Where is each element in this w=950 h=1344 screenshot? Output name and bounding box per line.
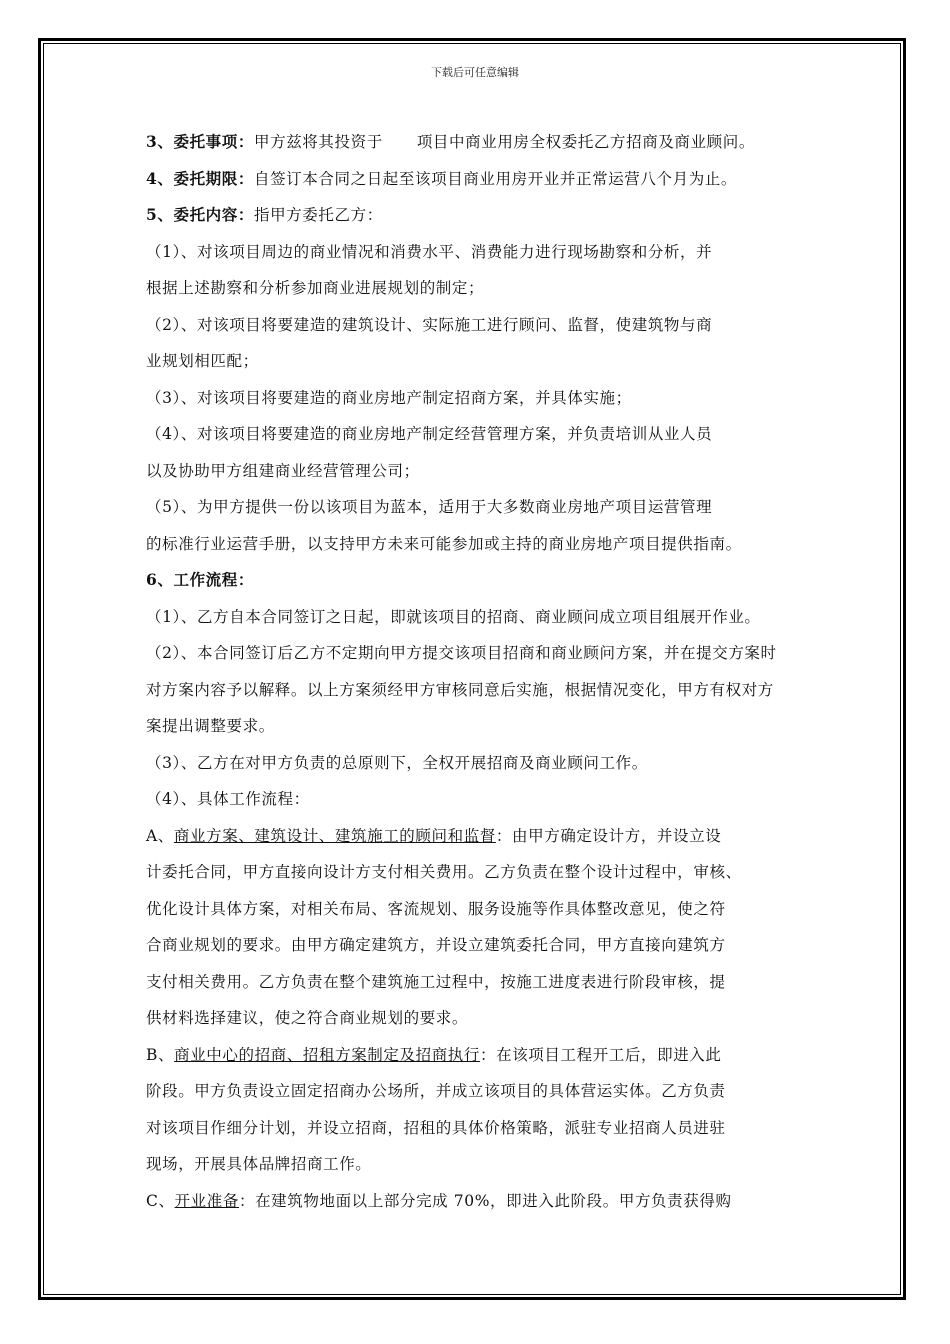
clause-5-item-5-line-2: 的标准行业运营手册，以支持甲方未来可能参加或主持的商业房地产项目提供指南。	[146, 534, 742, 553]
step-a-line-6: 供材料选择建议，使之符合商业规划的要求。	[146, 1009, 469, 1027]
step-b-line-4: 现场，开展具体品牌招商工作。	[146, 1155, 372, 1173]
step-b-line-2: 阶段。甲方负责设立固定招商办公场所，并成立该项目的具体营运实体。乙方负责	[146, 1082, 726, 1100]
step-a-line-5: 支付相关费用。乙方负责在整个建筑施工过程中，按施工进度表进行阶段审核，提	[146, 972, 726, 991]
clause-5-item-4-line-2: 以及协助甲方组建商业经营管理公司；	[146, 461, 420, 480]
step-a-line-1	[146, 818, 814, 855]
clause-5-item-1-line-2: 根据上述勘察和分析参加商业进展规划的制定；	[146, 279, 485, 297]
step-a-line-3: 优化设计具体方案，对相关布局、客流规划、服务设施等作具体整改意见，使之符	[146, 899, 726, 918]
clause-5-item-1-line-1: （1）、对该项目周边的商业情况和消费水平、消费能力进行现场勘察和分析，并	[146, 242, 713, 261]
clause-6-item-3-line-1: （3）、乙方在对甲方负责的总原则下，全权开展招商及商业顾问工作。	[146, 753, 648, 772]
step-a-prefix: A、	[146, 826, 174, 845]
step-a-line-2: 计委托合同，甲方直接向设计方支付相关费用。乙方负责在整个设计过程中，审核、	[146, 863, 742, 881]
step-a-title: 商业方案、建筑设计、建筑施工的顾问和监督	[173, 826, 496, 845]
clause-3-label: 3、委托事项：	[146, 132, 254, 151]
step-c-text: ：在建筑物地面以上部分完成 70%，即进入此阶段。甲方负责获得购	[238, 1191, 732, 1210]
step-a-text: ：由甲方确定设计方，并设立设	[495, 826, 722, 845]
step-a-line-4: 合商业规划的要求。由甲方确定建筑方，并设立建筑委托合同，甲方直接向建筑方	[146, 936, 726, 954]
step-b-title: 商业中心的招商、招租方案制定及招商执行	[174, 1045, 480, 1064]
contract-body	[146, 124, 814, 1219]
step-c-line-1	[146, 1183, 814, 1220]
clause-5	[146, 197, 814, 234]
clause-5-item-5-line-1: （5）、为甲方提供一份以该项目为蓝本，适用于大多数商业房地产项目运营管理	[146, 498, 713, 516]
clause-6-item-4-line-1: （4）、具体工作流程：	[146, 790, 310, 808]
clause-5-label: 5、委托内容：	[146, 205, 254, 224]
clause-6-item-2-line-3: 案提出调整要求。	[146, 717, 275, 735]
clause-6-item-2-line-1: （2）、本合同签订后乙方不定期向甲方提交该项目招商和商业顾问方案，并在提交方案时	[146, 644, 777, 662]
clause-6-label: 6、工作流程：	[146, 570, 254, 589]
clause-3	[146, 124, 814, 161]
clause-5-item-3-line-1: （3）、对该项目将要建造的商业房地产制定招商方案，并具体实施；	[146, 388, 632, 407]
clause-5-item-2-line-2: 业规划相匹配；	[146, 352, 259, 370]
page-header: 下载后可任意编辑	[431, 66, 519, 79]
step-b-line-1	[146, 1037, 814, 1074]
clause-6-item-1-line-1: （1）、乙方自本合同签订之日起，即就该项目的招商、商业顾问成立项目组展开作业。	[146, 607, 761, 626]
clause-6-item-2-line-2: 对方案内容予以解释。以上方案须经甲方审核同意后实施，根据情况变化，甲方有权对方	[146, 680, 774, 699]
step-c-title: 开业准备	[174, 1191, 239, 1210]
clause-5-text: 指甲方委托乙方：	[254, 206, 383, 224]
step-b-prefix: B、	[146, 1045, 175, 1064]
step-c-prefix: C、	[146, 1191, 175, 1210]
clause-3-text-pre: 甲方兹将其投资于	[254, 133, 383, 151]
clause-4	[146, 161, 814, 198]
clause-6	[146, 562, 814, 599]
clause-4-label: 4、委托期限：	[146, 168, 254, 188]
step-b-line-3: 对该项目作细分计划，并设立招商，招租的具体价格策略，派驻专业招商人员进驻	[146, 1118, 726, 1137]
clause-3-text-post: 项目中商业用房全权委托乙方招商及商业顾问。	[416, 133, 755, 151]
step-b-text: ：在该项目工程开工后，即进入此	[480, 1045, 722, 1064]
clause-5-item-2-line-1: （2）、对该项目将要建造的建筑设计、实际施工进行顾问、监督，使建筑物与商	[146, 315, 713, 334]
clause-4-text: 自签订本合同之日起至该项目商业用房开业并正常运营八个月为止。	[254, 169, 738, 188]
clause-5-item-4-line-1: （4）、对该项目将要建造的商业房地产制定经营管理方案，并负责培训从业人员	[146, 425, 713, 443]
